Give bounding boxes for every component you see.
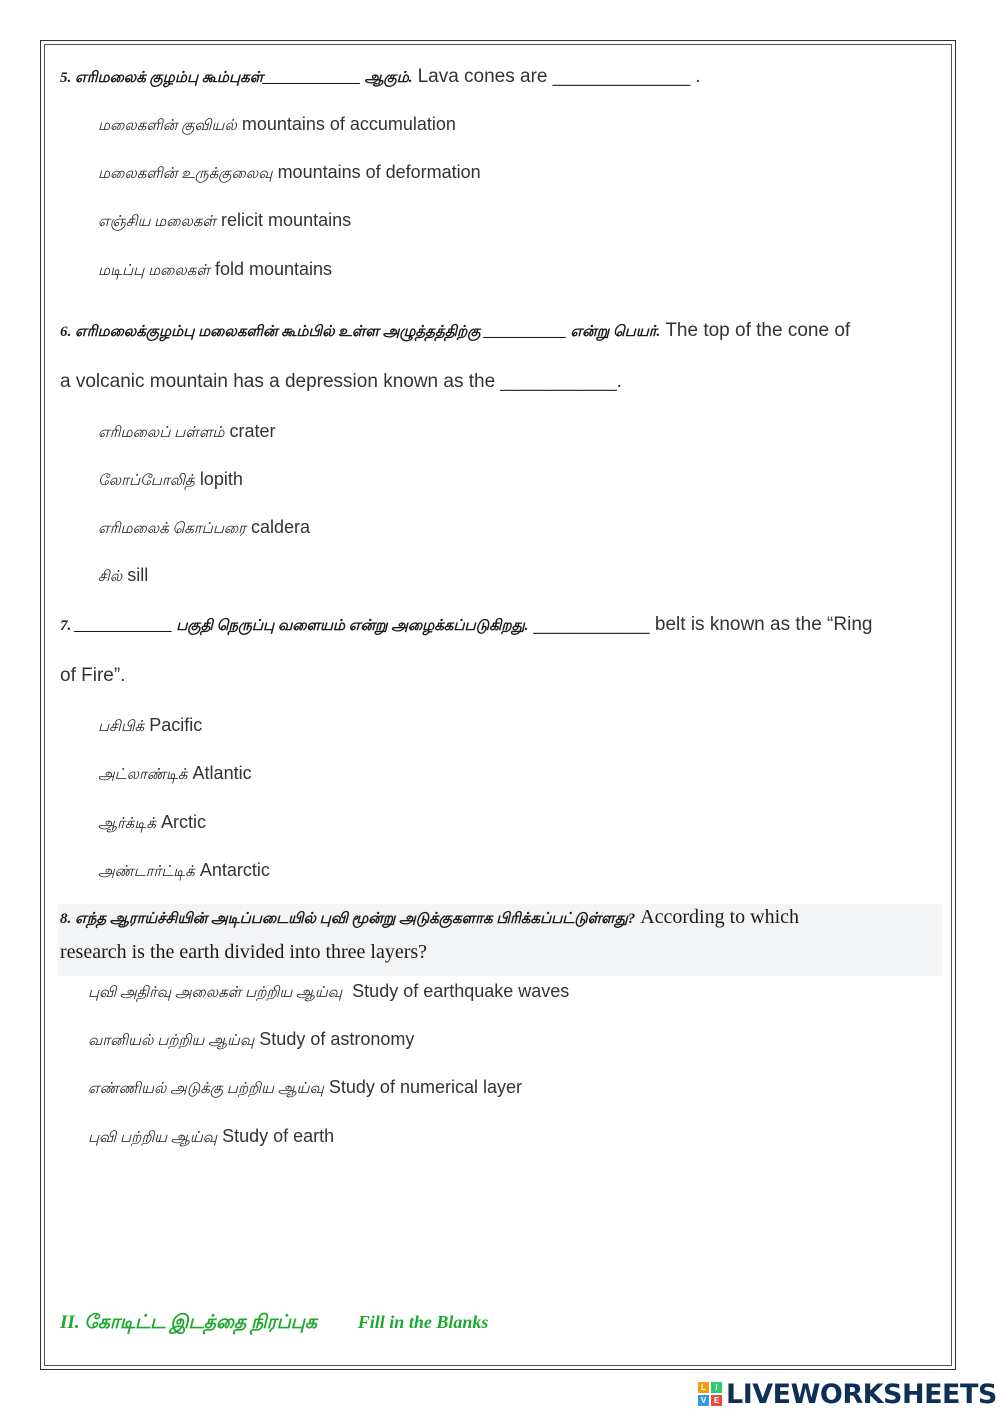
option-tamil: சில் — [98, 569, 123, 585]
option-tamil: அட்லாண்டிக் — [98, 767, 188, 783]
q8-option-1[interactable] — [88, 981, 569, 1003]
q5-option-1[interactable] — [98, 114, 456, 136]
question-8-tamil: 8. எந்த ஆராய்ச்சியின் அடிப்படையில் புவி மூன்று அடுக்குகளாக பிரிக்கப்பட்டுள்ளது? — [60, 911, 636, 927]
q5-option-4[interactable] — [98, 259, 332, 281]
section-heading-english: Fill in the Blanks — [357, 1312, 489, 1332]
q8-option-3[interactable] — [88, 1077, 522, 1099]
option-english: relicit mountains — [221, 210, 352, 230]
question-8-english-2: research is the earth divided into three layers? — [60, 941, 428, 963]
question-6 — [60, 320, 850, 342]
question-7-english-2: of Fire”. — [60, 665, 126, 686]
logo-letter-v: V — [698, 1395, 709, 1406]
option-english: lopith — [199, 469, 243, 489]
question-6-continued — [60, 371, 622, 393]
q7-option-1[interactable] — [98, 715, 202, 737]
question-8 — [60, 906, 799, 929]
liveworksheets-logo-icon — [698, 1382, 722, 1406]
question-5-tamil: 5. எரிமலைக் குழம்பு கூம்புகள்_____________ ஆகும். — [60, 70, 413, 86]
liveworksheets-logo[interactable] — [698, 1378, 997, 1410]
option-tamil: வானியல் பற்றிய ஆய்வு — [88, 1033, 255, 1049]
question-6-english-2: a volcanic mountain has a depression known as the ___________. — [60, 371, 622, 392]
option-english: Study of earth — [222, 1126, 335, 1146]
option-english: mountains of deformation — [277, 162, 481, 182]
logo-letter-e: E — [711, 1395, 722, 1406]
q6-option-1[interactable] — [98, 421, 275, 443]
option-english: crater — [229, 421, 276, 441]
question-6-tamil: 6. எரிமலைக்குழம்பு மலைகளின் கூம்பில் உள்ள அழுத்தத்திற்கு ___________ என்று பெயர். — [60, 324, 661, 340]
q8-option-2[interactable] — [88, 1029, 414, 1051]
option-english: Study of earthquake waves — [352, 981, 570, 1001]
option-tamil: லோப்போலித் — [98, 473, 195, 489]
question-5 — [60, 66, 701, 88]
question-7-tamil: 7. _____________ பகுதி நெருப்பு வளையம் என்று அழைக்கப்படுகிறது. — [60, 618, 529, 634]
q6-option-2[interactable] — [98, 469, 243, 491]
option-tamil: புவி அதிர்வு அலைகள் பற்றிய ஆய்வு — [88, 985, 343, 1001]
option-english: Antarctic — [199, 860, 270, 880]
question-8-english-1: According to which — [640, 906, 800, 928]
liveworksheets-wordmark: LIVEWORKSHEETS — [726, 1378, 997, 1410]
question-8-continued — [60, 941, 427, 964]
q6-option-4[interactable] — [98, 565, 148, 587]
logo-letter-i: I — [711, 1382, 722, 1393]
option-tamil: எரிமலைக் கொப்பரை — [98, 521, 246, 537]
option-tamil: மலைகளின் குவியல் — [98, 118, 237, 134]
question-7-continued — [60, 665, 125, 687]
option-english: Pacific — [149, 715, 203, 735]
worksheet-frame — [40, 40, 956, 1370]
option-english: Arctic — [160, 812, 206, 832]
q7-option-2[interactable] — [98, 763, 252, 785]
option-tamil: புவி பற்றிய ஆய்வு — [88, 1130, 218, 1146]
option-tamil: எஞ்சிய மலைகள் — [98, 214, 217, 230]
q6-option-3[interactable] — [98, 517, 310, 539]
option-english: Atlantic — [192, 763, 252, 783]
option-english: caldera — [250, 517, 310, 537]
worksheet-inner-border — [44, 44, 952, 1366]
option-english: Study of astronomy — [259, 1029, 415, 1049]
option-tamil: அண்டார்ட்டிக் — [98, 864, 195, 880]
q7-option-3[interactable] — [98, 812, 206, 834]
section-heading — [60, 1312, 488, 1336]
option-tamil: ஆர்க்டிக் — [98, 816, 156, 832]
option-english: mountains of accumulation — [241, 114, 456, 134]
option-english: fold mountains — [214, 259, 333, 279]
option-tamil: பசிபிக் — [98, 719, 145, 735]
q5-option-3[interactable] — [98, 210, 351, 232]
question-6-english-1: The top of the cone of — [665, 320, 851, 341]
q5-option-2[interactable] — [98, 162, 481, 184]
option-tamil: எண்ணியல் அடுக்கு பற்றிய ஆய்வு — [88, 1081, 324, 1097]
option-english: sill — [127, 565, 149, 585]
option-tamil: மலைகளின் உருக்குலைவு — [98, 166, 273, 182]
q7-option-4[interactable] — [98, 860, 270, 882]
logo-letter-l: L — [698, 1382, 709, 1393]
section-heading-tamil: II. கோடிட்ட இடத்தை நிரப்புக — [60, 1312, 318, 1333]
option-english: Study of numerical layer — [328, 1077, 522, 1097]
question-5-english: Lava cones are _____________ . — [417, 66, 701, 87]
question-7-english-1: ___________ belt is known as the “Ring — [533, 614, 873, 635]
q8-option-4[interactable] — [88, 1126, 334, 1148]
option-tamil: எரிமலைப் பள்ளம் — [98, 425, 225, 441]
question-7 — [60, 614, 872, 636]
option-tamil: மடிப்பு மலைகள் — [98, 263, 210, 279]
